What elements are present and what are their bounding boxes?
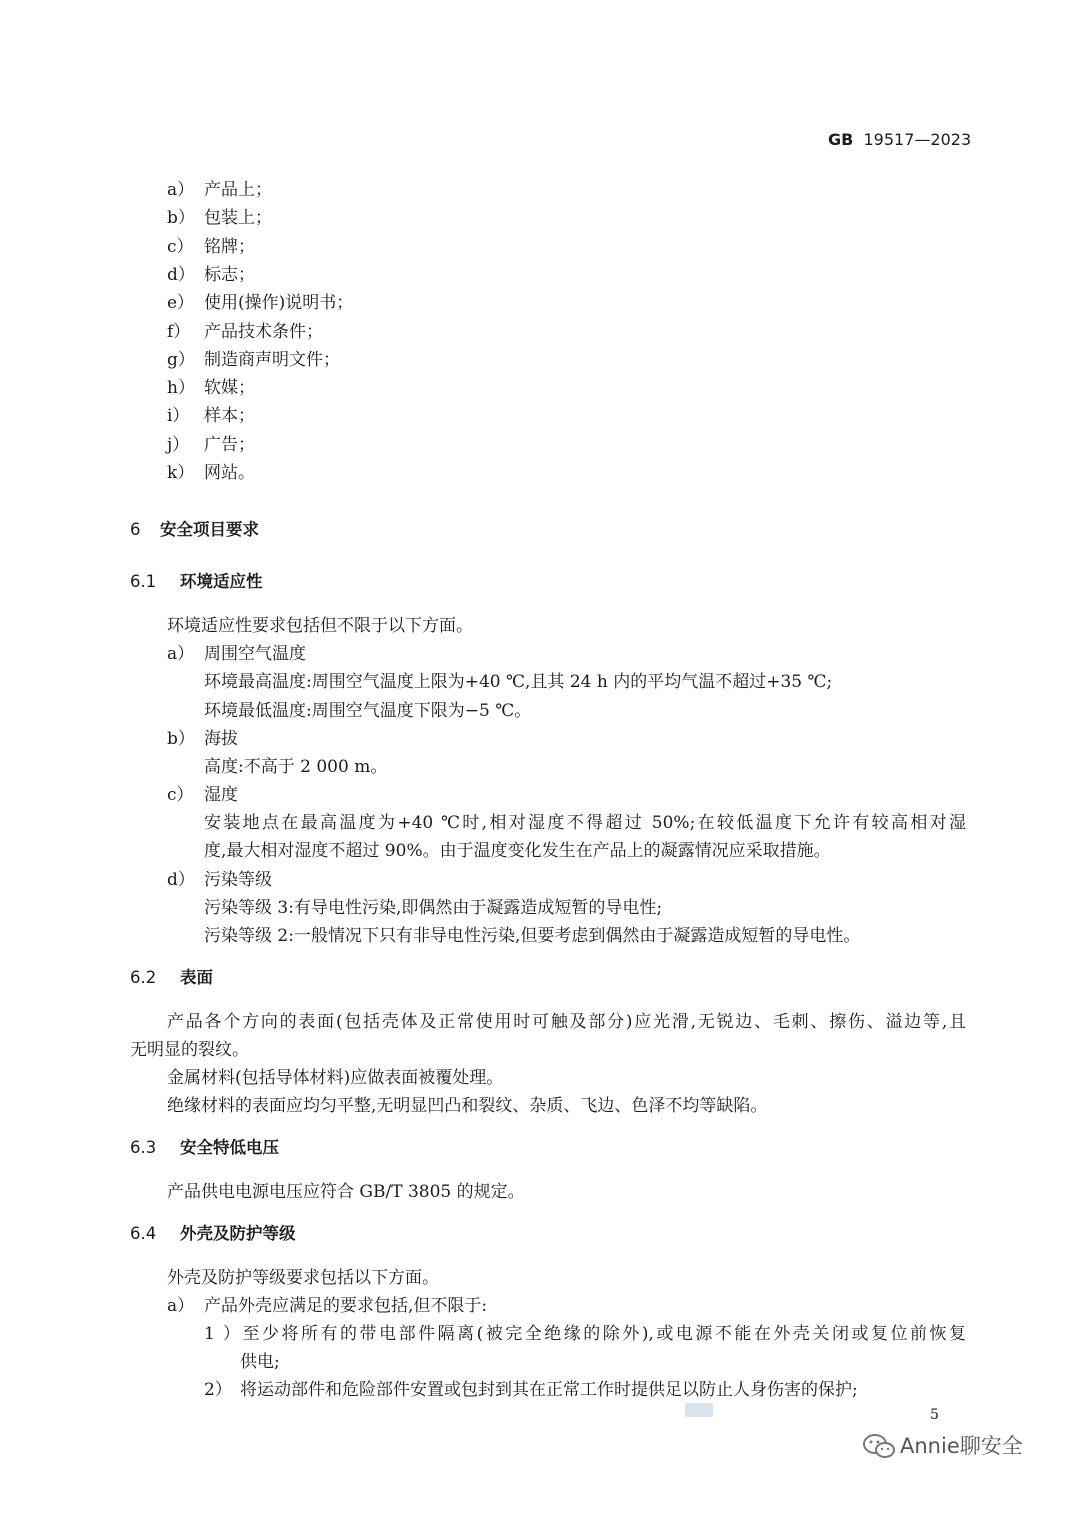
section-title: 环境适应性 — [180, 572, 263, 591]
list-item — [167, 787, 238, 804]
sub-list-item — [204, 1382, 858, 1399]
list-label: c） — [167, 237, 194, 257]
paragraph: 金属材料(包括导体材料)应做表面被覆处理。 — [167, 1068, 504, 1088]
list-item — [167, 872, 272, 889]
paragraph: 供电; — [240, 1352, 280, 1372]
section-6-1-heading — [130, 574, 263, 591]
list-text: 制造商声明文件； — [204, 350, 340, 370]
paragraph: 高度:不高于 2 000 m。 — [204, 757, 388, 777]
list-label: f） — [167, 322, 191, 342]
list-text: 样本； — [204, 406, 255, 426]
section-number: 6.2 — [130, 968, 157, 987]
sub-list-item — [204, 1326, 966, 1343]
list-text: 产品外壳应满足的要求包括,但不限于: — [204, 1296, 488, 1316]
list-label: e） — [167, 293, 195, 313]
list-label: a） — [167, 644, 195, 664]
section-6-heading — [130, 522, 259, 539]
list-label: j） — [167, 435, 190, 455]
list-item — [167, 1298, 487, 1315]
sub-list-label: 2） — [204, 1380, 232, 1400]
paragraph: 度,最大相对湿度不超过 90%。由于温度变化发生在产品上的凝露情况应采取措施。 — [204, 841, 831, 861]
paragraph: 绝缘材料的表面应均匀平整,无明显凹凸和裂纹、杂质、飞边、色泽不均等缺陷。 — [167, 1096, 768, 1116]
list-item — [167, 380, 255, 397]
wechat-icon — [862, 1432, 896, 1460]
section-number: 6.3 — [130, 1138, 157, 1157]
list-title: 湿度 — [204, 785, 238, 805]
section-6-3-heading — [130, 1140, 279, 1157]
standard-number: 19517—2023 — [863, 130, 972, 149]
list-text: 标志； — [204, 265, 255, 285]
list-label: g） — [167, 350, 195, 370]
list-text: 产品技术条件； — [204, 322, 323, 342]
list-label: c） — [167, 785, 194, 805]
list-label: b） — [167, 729, 195, 749]
list-label: d） — [167, 870, 195, 890]
list-text: 使用(操作)说明书； — [204, 293, 354, 313]
watermark-text: Annie聊安全 — [900, 1434, 1023, 1458]
list-item — [167, 408, 255, 425]
list-item — [167, 239, 255, 256]
section-6-4-heading — [130, 1226, 296, 1243]
paragraph: 产品供电电源电压应符合 GB/T 3805 的规定。 — [167, 1182, 525, 1202]
page-number: 5 — [930, 1407, 939, 1423]
list-item — [167, 324, 323, 341]
list-item — [167, 182, 272, 199]
list-text: 广告； — [204, 435, 255, 455]
list-label: b） — [167, 208, 195, 228]
paragraph: 污染等级 3:有导电性污染,即偶然由于凝露造成短暂的导电性; — [204, 898, 663, 918]
list-label: d） — [167, 265, 195, 285]
section-title: 外壳及防护等级 — [180, 1224, 296, 1243]
list-item — [167, 465, 255, 482]
list-item — [167, 352, 340, 369]
section-number: 6.1 — [130, 572, 157, 591]
paragraph: 污染等级 2:一般情况下只有非导电性污染,但要考虑到偶然由于凝露造成短暂的导电性。 — [204, 926, 861, 946]
list-item — [167, 295, 353, 312]
paragraph: 无明显的裂纹。 — [130, 1040, 249, 1060]
standard-prefix: GB — [828, 130, 854, 149]
paragraph: 环境最低温度:周围空气温度下限为−5 ℃。 — [204, 701, 532, 721]
list-item — [167, 646, 306, 663]
list-label: k） — [167, 463, 195, 483]
section-number: 6.4 — [130, 1224, 157, 1243]
paragraph: 外壳及防护等级要求包括以下方面。 — [167, 1268, 439, 1288]
document-code — [828, 132, 971, 148]
list-item — [167, 210, 272, 227]
paragraph: 安装地点在最高温度为+40 ℃时,相对湿度不得超过 50%;在较低温度下允许有较高相对湿 — [204, 813, 966, 833]
list-item — [167, 437, 255, 454]
sub-list-label: 1） — [204, 1324, 240, 1344]
paragraph: 环境适应性要求包括但不限于以下方面。 — [167, 616, 473, 636]
paragraph: 环境最高温度:周围空气温度上限为+40 ℃,且其 24 h 内的平均气温不超过+35 ℃; — [204, 672, 833, 692]
section-number: 6 — [130, 520, 141, 539]
list-text: 网站。 — [204, 463, 255, 483]
list-text: 软媒； — [204, 378, 255, 398]
sub-list-text: 将运动部件和危险部件安置或包封到其在正常工作时提供足以防止人身伤害的保护; — [240, 1380, 858, 1400]
list-text: 产品上； — [204, 180, 272, 200]
list-title: 周围空气温度 — [204, 644, 306, 664]
list-item — [167, 267, 255, 284]
paragraph: 产品各个方向的表面(包括壳体及正常使用时可触及部分)应光滑,无锐边、毛刺、擦伤、溢边等,且 — [167, 1012, 966, 1032]
list-item — [167, 731, 238, 748]
list-title: 海拔 — [204, 729, 238, 749]
list-title: 污染等级 — [204, 870, 272, 890]
sub-list-text: 至少将所有的带电部件隔离(被完全绝缘的除外),或电源不能在外壳关闭或复位前恢复 — [240, 1324, 966, 1344]
list-label: i） — [167, 406, 190, 426]
section-title: 安全项目要求 — [160, 520, 259, 539]
list-text: 包装上； — [204, 208, 272, 228]
section-6-2-heading — [130, 970, 213, 987]
list-label: a） — [167, 180, 195, 200]
list-text: 铭牌； — [204, 237, 255, 257]
publisher-logo-mark — [685, 1403, 713, 1417]
list-label: a） — [167, 1296, 195, 1316]
section-title: 表面 — [180, 968, 213, 987]
list-label: h） — [167, 378, 195, 398]
section-title: 安全特低电压 — [180, 1138, 279, 1157]
